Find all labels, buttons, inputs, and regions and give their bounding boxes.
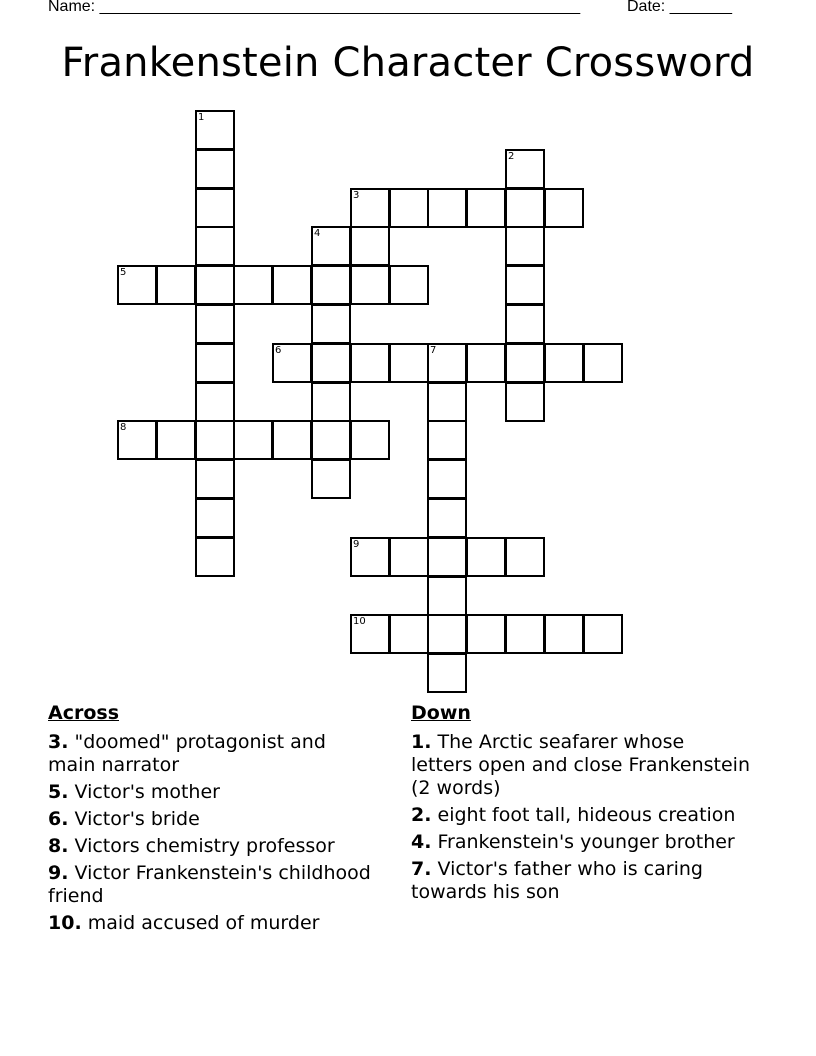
clue-text: eight foot tall, hideous creation <box>437 804 736 826</box>
crossword-cell[interactable] <box>156 265 196 305</box>
crossword-cell[interactable] <box>311 265 351 305</box>
across-heading: Across <box>48 702 120 724</box>
crossword-cell[interactable] <box>350 343 390 383</box>
crossword-cell[interactable] <box>544 614 584 654</box>
clue-text: maid accused of murder <box>87 912 320 934</box>
across-clue <box>48 862 378 908</box>
crossword-cell[interactable] <box>389 265 429 305</box>
cell-number: 1 <box>198 112 205 123</box>
crossword-cell[interactable] <box>505 382 545 422</box>
crossword-cell[interactable] <box>233 420 273 460</box>
crossword-cell[interactable] <box>427 537 467 577</box>
cell-number: 10 <box>353 616 366 627</box>
crossword-cell[interactable] <box>427 614 467 654</box>
crossword-cell[interactable] <box>311 304 351 344</box>
down-clue <box>411 831 751 854</box>
crossword-cell[interactable] <box>427 653 467 693</box>
across-clue <box>48 731 378 777</box>
crossword-cell[interactable] <box>427 459 467 499</box>
crossword-cell[interactable] <box>350 420 390 460</box>
crossword-cell[interactable] <box>195 537 235 577</box>
across-clue <box>48 781 378 804</box>
cell-number: 5 <box>120 267 127 278</box>
crossword-cell[interactable] <box>195 498 235 538</box>
crossword-cell[interactable] <box>195 149 235 189</box>
crossword-cell[interactable] <box>156 420 196 460</box>
crossword-cell[interactable] <box>505 304 545 344</box>
crossword-cell[interactable] <box>195 265 235 305</box>
crossword-cell[interactable] <box>466 188 506 228</box>
clue-text: Victor's mother <box>74 781 220 803</box>
crossword-cell[interactable] <box>427 576 467 616</box>
crossword-cell[interactable] <box>311 226 351 266</box>
clue-number: 4. <box>411 831 432 853</box>
clue-text: "doomed" protagonist and main narrator <box>48 731 326 776</box>
crossword-cell[interactable] <box>583 343 623 383</box>
crossword-cell[interactable] <box>389 343 429 383</box>
crossword-cell[interactable] <box>117 420 157 460</box>
crossword-cell[interactable] <box>195 188 235 228</box>
clue-number: 1. <box>411 731 432 753</box>
clue-number: 5. <box>48 781 69 803</box>
crossword-cell[interactable] <box>583 614 623 654</box>
across-clue <box>48 835 378 858</box>
crossword-cell[interactable] <box>311 382 351 422</box>
clue-number: 3. <box>48 731 69 753</box>
crossword-cell[interactable] <box>427 498 467 538</box>
down-clue <box>411 804 751 827</box>
crossword-cell[interactable] <box>195 110 235 150</box>
name-field[interactable]: Name: ______________________________________________________ <box>48 0 581 15</box>
clue-number: 6. <box>48 808 69 830</box>
clue-number: 2. <box>411 804 432 826</box>
crossword-cell[interactable] <box>272 420 312 460</box>
clue-text: The Arctic seafarer whose letters open and close Frankenstein (2 words) <box>411 731 750 799</box>
crossword-cell[interactable] <box>195 420 235 460</box>
crossword-cell[interactable] <box>195 343 235 383</box>
crossword-cell[interactable] <box>427 188 467 228</box>
crossword-cell[interactable] <box>505 149 545 189</box>
crossword-cell[interactable] <box>466 537 506 577</box>
crossword-cell[interactable] <box>505 265 545 305</box>
crossword-cell[interactable] <box>117 265 157 305</box>
cell-number: 2 <box>508 151 515 162</box>
clue-text: Victor's father who is caring towards his son <box>411 858 703 903</box>
crossword-cell[interactable] <box>466 343 506 383</box>
crossword-cell[interactable] <box>505 343 545 383</box>
clue-number: 7. <box>411 858 432 880</box>
crossword-cell[interactable] <box>505 188 545 228</box>
crossword-cell[interactable] <box>505 537 545 577</box>
clue-number: 9. <box>48 862 69 884</box>
crossword-cell[interactable] <box>427 420 467 460</box>
crossword-cell[interactable] <box>389 614 429 654</box>
crossword-cell[interactable] <box>195 226 235 266</box>
clue-text: Frankenstein's younger brother <box>437 831 735 853</box>
crossword-cell[interactable] <box>350 188 390 228</box>
down-heading: Down <box>411 702 471 724</box>
clue-text: Victor's bride <box>74 808 200 830</box>
crossword-cell[interactable] <box>389 537 429 577</box>
crossword-cell[interactable] <box>350 265 390 305</box>
cell-number: 3 <box>353 190 360 201</box>
clue-text: Victor Frankenstein's childhood friend <box>48 862 371 907</box>
cell-number: 8 <box>120 422 127 433</box>
crossword-cell[interactable] <box>311 343 351 383</box>
crossword-cell[interactable] <box>195 382 235 422</box>
down-clue <box>411 731 751 800</box>
crossword-cell[interactable] <box>311 459 351 499</box>
date-field[interactable]: Date: _______ <box>627 0 732 15</box>
crossword-cell[interactable] <box>427 382 467 422</box>
cell-number: 7 <box>430 345 437 356</box>
crossword-cell[interactable] <box>466 614 506 654</box>
crossword-cell[interactable] <box>233 265 273 305</box>
crossword-cell[interactable] <box>350 537 390 577</box>
cell-number: 6 <box>275 345 282 356</box>
crossword-cell[interactable] <box>544 188 584 228</box>
crossword-cell[interactable] <box>272 265 312 305</box>
clue-number: 8. <box>48 835 69 857</box>
crossword-cell[interactable] <box>350 614 390 654</box>
clue-number: 10. <box>48 912 82 934</box>
crossword-cell[interactable] <box>311 420 351 460</box>
crossword-cell[interactable] <box>544 343 584 383</box>
page-title: Frankenstein Character Crossword <box>61 40 755 86</box>
cell-number: 9 <box>353 539 360 550</box>
crossword-cell[interactable] <box>505 614 545 654</box>
down-clue <box>411 858 751 904</box>
crossword-cell[interactable] <box>195 304 235 344</box>
crossword-cell[interactable] <box>505 226 545 266</box>
crossword-cell[interactable] <box>272 343 312 383</box>
crossword-cell[interactable] <box>195 459 235 499</box>
crossword-cell[interactable] <box>389 188 429 228</box>
crossword-cell[interactable] <box>350 226 390 266</box>
cell-number: 4 <box>314 228 321 239</box>
across-clue <box>48 912 378 935</box>
down-clues <box>411 702 751 908</box>
across-clue <box>48 808 378 831</box>
crossword-cell[interactable] <box>427 343 467 383</box>
across-clues <box>48 702 378 939</box>
clue-text: Victors chemistry professor <box>74 835 335 857</box>
